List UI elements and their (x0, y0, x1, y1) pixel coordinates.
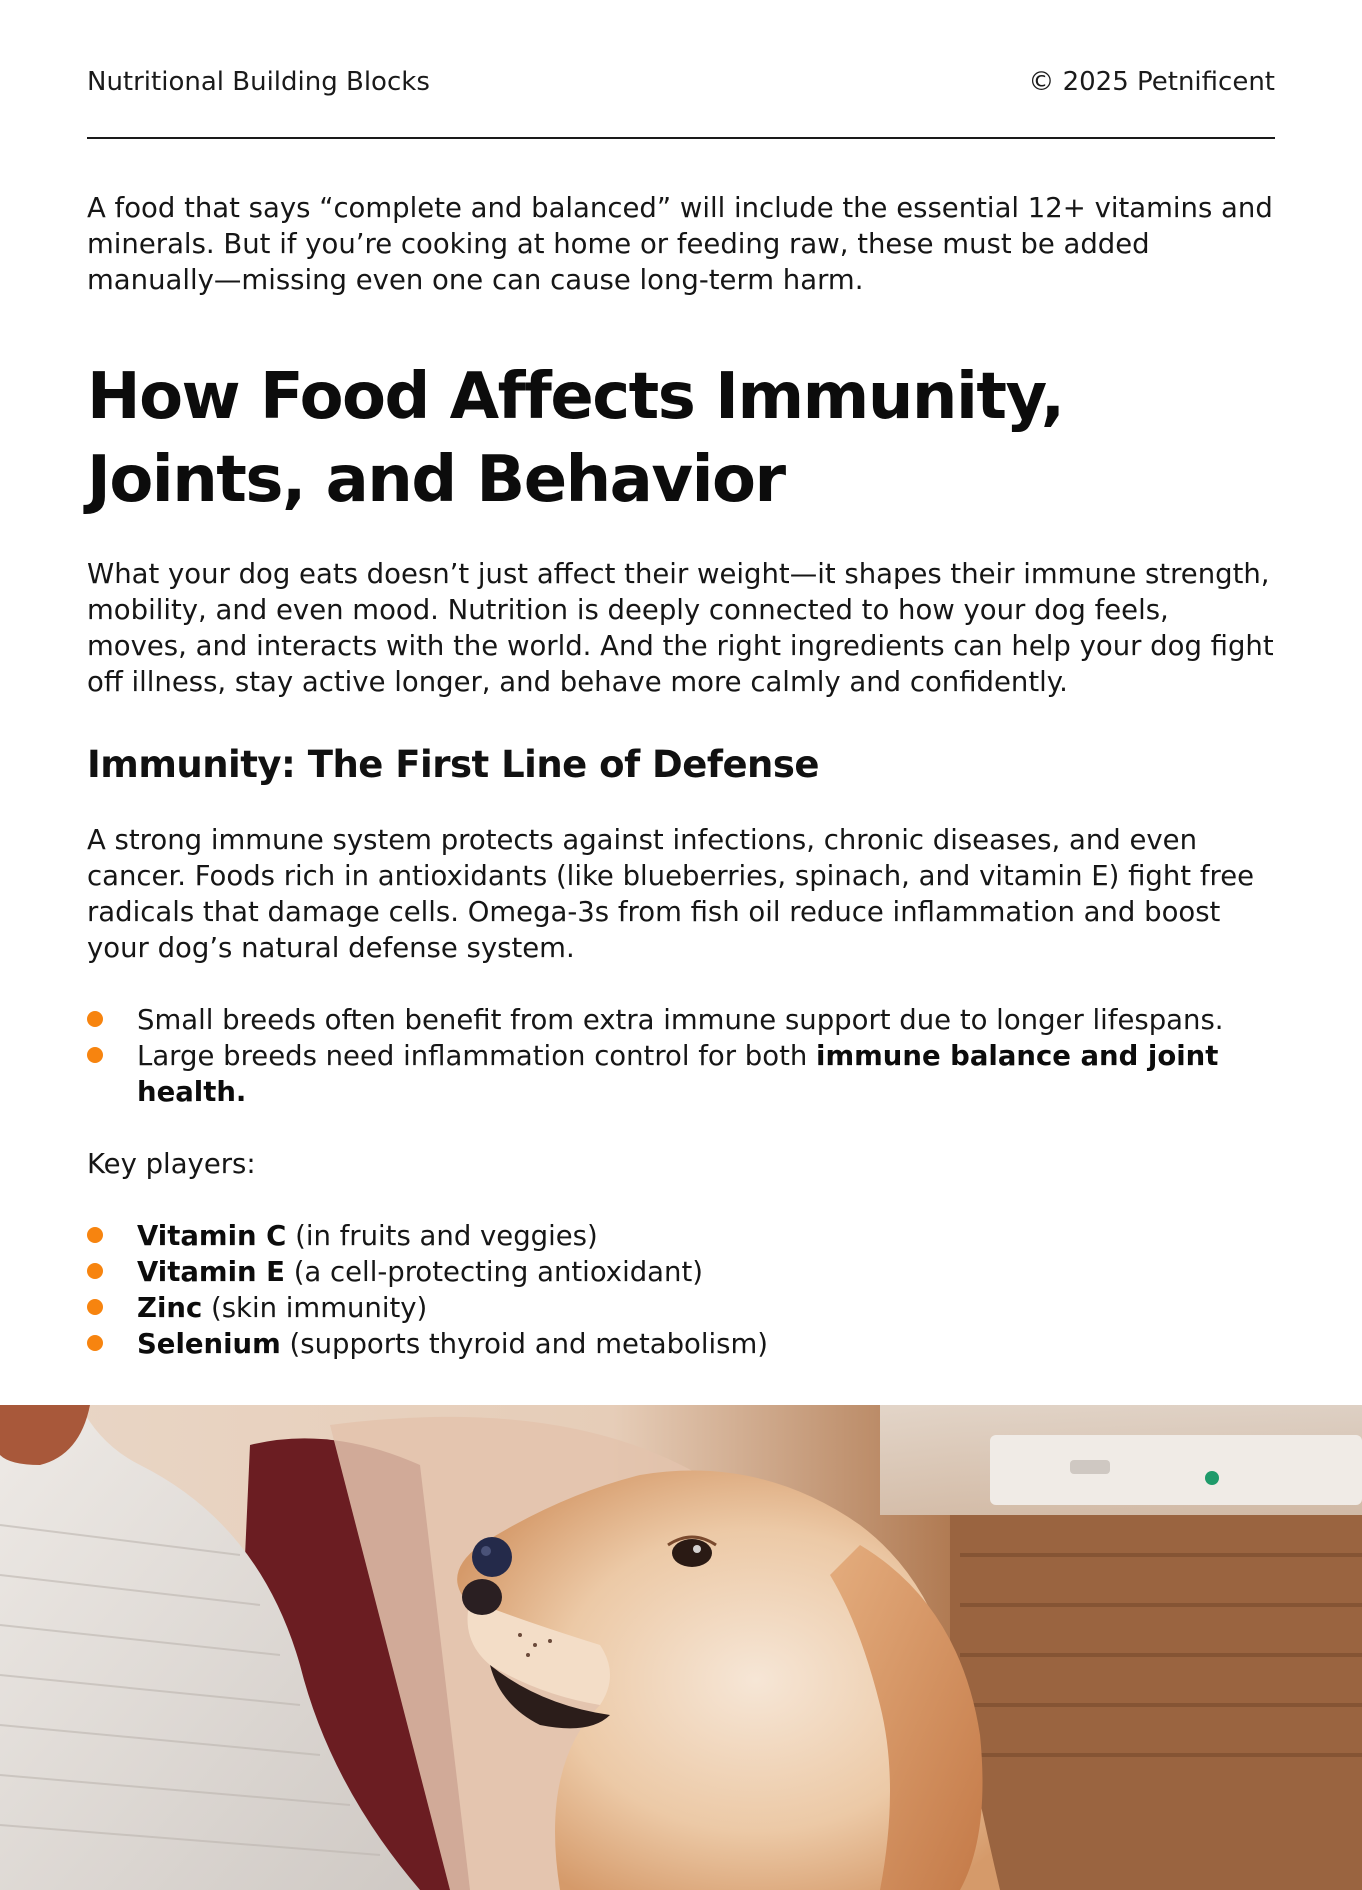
nutrient-note: (in fruits and veggies) (286, 1220, 598, 1252)
immunity-heading: Immunity: The First Line of Defense (87, 743, 820, 786)
bullet-icon (87, 1047, 103, 1063)
photo-illustration (0, 1405, 1362, 1890)
bullet-icon (87, 1299, 103, 1315)
small-breeds-text: Small breeds often benefit from extra immune support due to longer lifespans. (137, 1004, 1224, 1036)
list-item (87, 1002, 1277, 1038)
large-breeds-bold: immune balance and joint health. (137, 1040, 1219, 1108)
nutrient-name: Zinc (137, 1292, 203, 1324)
page-header (87, 64, 1275, 100)
list-item (87, 1290, 1277, 1326)
bullet-icon (87, 1227, 103, 1243)
page-title: How Food Affects Immunity, Joints, and Behavior (87, 360, 1064, 517)
main-content (87, 190, 1277, 1362)
key-players-list (87, 1218, 1277, 1362)
lead-paragraph: What your dog eats doesn’t just affect their weight—it shapes their immune strength, mobility, and even mood. Nutrition is deeply connected to how your dog feels, moves, and interacts with the world. And the right ingredients can help your dog fight off illness, stay active longer, and behave more calmly and confidently. (87, 558, 1274, 698)
nutrient-note: (skin immunity) (202, 1292, 428, 1324)
header-divider (87, 137, 1275, 139)
list-item (87, 1218, 1277, 1254)
list-item (87, 1254, 1277, 1290)
dog-with-blueberry-photo (0, 1405, 1362, 1890)
list-item (87, 1038, 1277, 1110)
large-breeds-text: Large breeds need inflammation control for both (137, 1040, 817, 1072)
header-section-title: Nutritional Building Blocks (87, 67, 430, 97)
bullet-icon (87, 1263, 103, 1279)
bullet-icon (87, 1335, 103, 1351)
immunity-paragraph: A strong immune system protects against infections, chronic diseases, and even cancer. Foods rich in antioxidants (like blueberries, spinach, and vitamin E) fight free radicals that damage cells. Omega-3s from fish oil reduce inflammation and boost your dog’s natural defense system. (87, 824, 1255, 964)
key-players-label: Key players: (87, 1148, 256, 1180)
intro-paragraph: A food that says “complete and balanced” will include the essential 12+ vitamins and minerals. But if you’re cooking at home or feeding raw, these must be added manually—missing even one can cause long-term harm. (87, 192, 1273, 296)
nutrient-name: Vitamin E (137, 1256, 285, 1288)
breed-benefits-list (87, 1002, 1277, 1110)
nutrient-name: Vitamin C (137, 1220, 287, 1252)
nutrient-note: (a cell-protecting antioxidant) (284, 1256, 703, 1288)
header-copyright: © 2025 Petnificent (1028, 67, 1275, 97)
list-item (87, 1326, 1277, 1362)
nutrient-name: Selenium (137, 1328, 281, 1360)
nutrient-note: (supports thyroid and metabolism) (280, 1328, 768, 1360)
bullet-icon (87, 1011, 103, 1027)
